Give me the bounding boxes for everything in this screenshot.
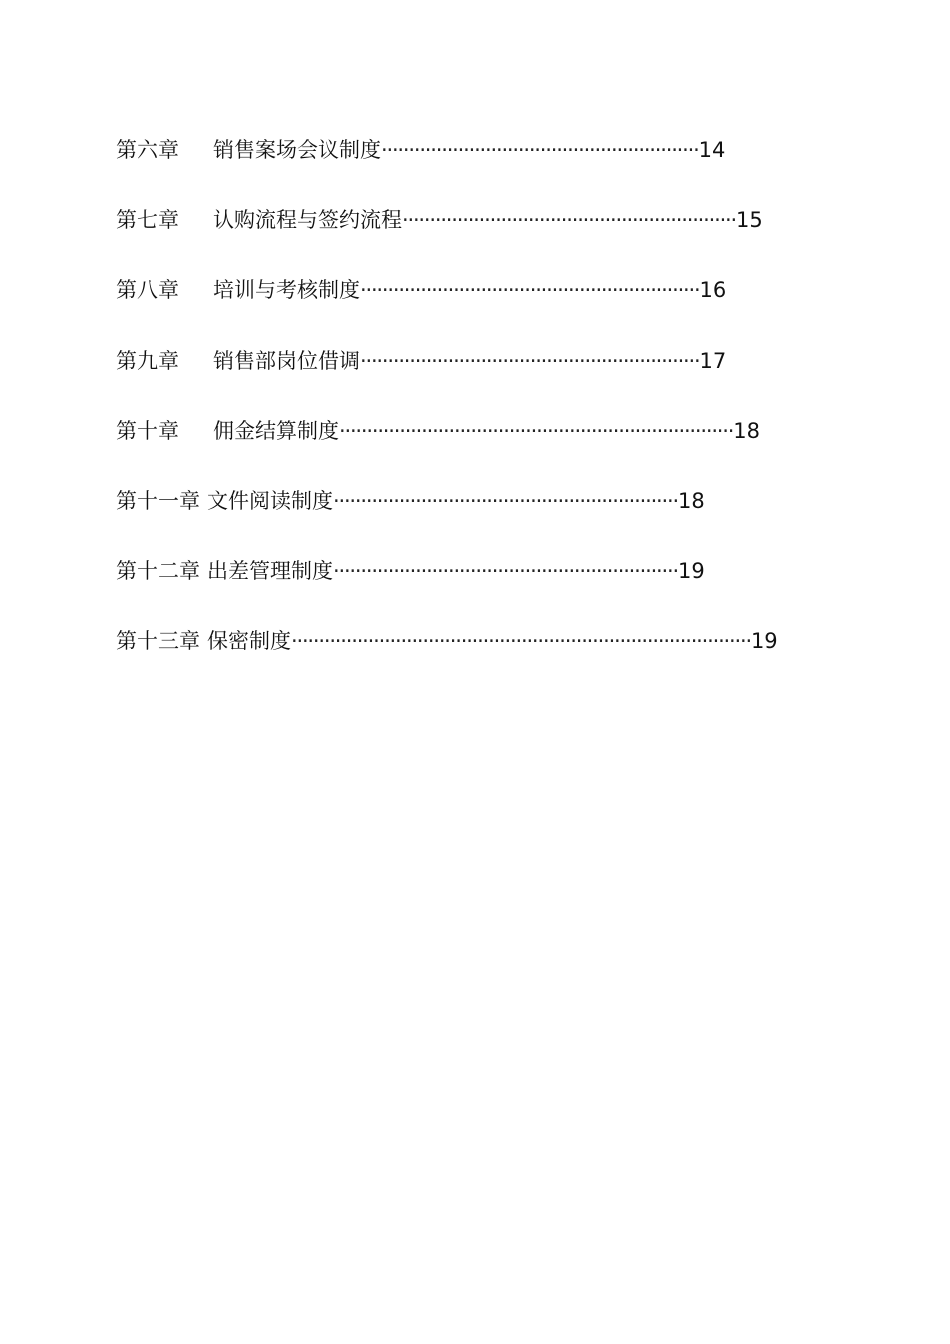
toc-dot-leader: ·························································· [381, 138, 699, 162]
table-of-contents [116, 130, 816, 692]
toc-page-number: 19 [750, 629, 778, 654]
toc-entry[interactable] [116, 621, 816, 691]
toc-chapter-number: 第十章 [116, 418, 179, 443]
toc-chapter-number: 第十一章 [116, 488, 200, 513]
toc-entry[interactable] [116, 411, 816, 481]
toc-title: 出差管理制度 [207, 559, 333, 584]
toc-dot-leader: ······························································· [333, 559, 678, 584]
toc-chapter-number: 第十三章 [116, 629, 200, 654]
toc-dot-leader: ····························································· [402, 208, 736, 233]
toc-title: 保密制度 [207, 629, 291, 654]
toc-dot-leader: ········································································ [339, 418, 734, 443]
toc-entry[interactable] [116, 270, 816, 340]
toc-title: 销售案场会议制度 [213, 138, 381, 162]
toc-page-number: 18 [733, 418, 760, 443]
toc-chapter-number: 第十二章 [116, 559, 200, 584]
toc-chapter-number: 第九章 [116, 348, 179, 373]
toc-title: 培训与考核制度 [213, 278, 360, 303]
toc-page-number: 14 [698, 138, 726, 162]
toc-chapter-number: 第六章 [116, 138, 179, 162]
toc-dot-leader: ···················································································· [291, 629, 751, 654]
toc-entry[interactable] [116, 200, 816, 270]
toc-page-number: 18 [677, 488, 705, 513]
toc-page-number: 19 [677, 559, 705, 584]
toc-page-number: 17 [699, 348, 727, 373]
toc-chapter-number: 第七章 [116, 208, 179, 233]
toc-title: 文件阅读制度 [207, 488, 333, 513]
toc-dot-leader: ······························································· [333, 488, 678, 513]
toc-entry[interactable] [116, 481, 816, 551]
toc-chapter-number: 第八章 [116, 278, 179, 303]
toc-entry[interactable] [116, 130, 816, 200]
toc-title: 认购流程与签约流程 [213, 208, 402, 233]
toc-dot-leader: ······························································ [360, 348, 700, 373]
toc-title: 佣金结算制度 [213, 418, 339, 443]
toc-page-number: 15 [736, 208, 763, 233]
toc-dot-leader: ······························································ [360, 278, 700, 303]
toc-page-number: 16 [699, 278, 727, 303]
toc-entry[interactable] [116, 551, 816, 621]
toc-entry[interactable] [116, 341, 816, 411]
toc-title: 销售部岗位借调 [213, 348, 360, 373]
